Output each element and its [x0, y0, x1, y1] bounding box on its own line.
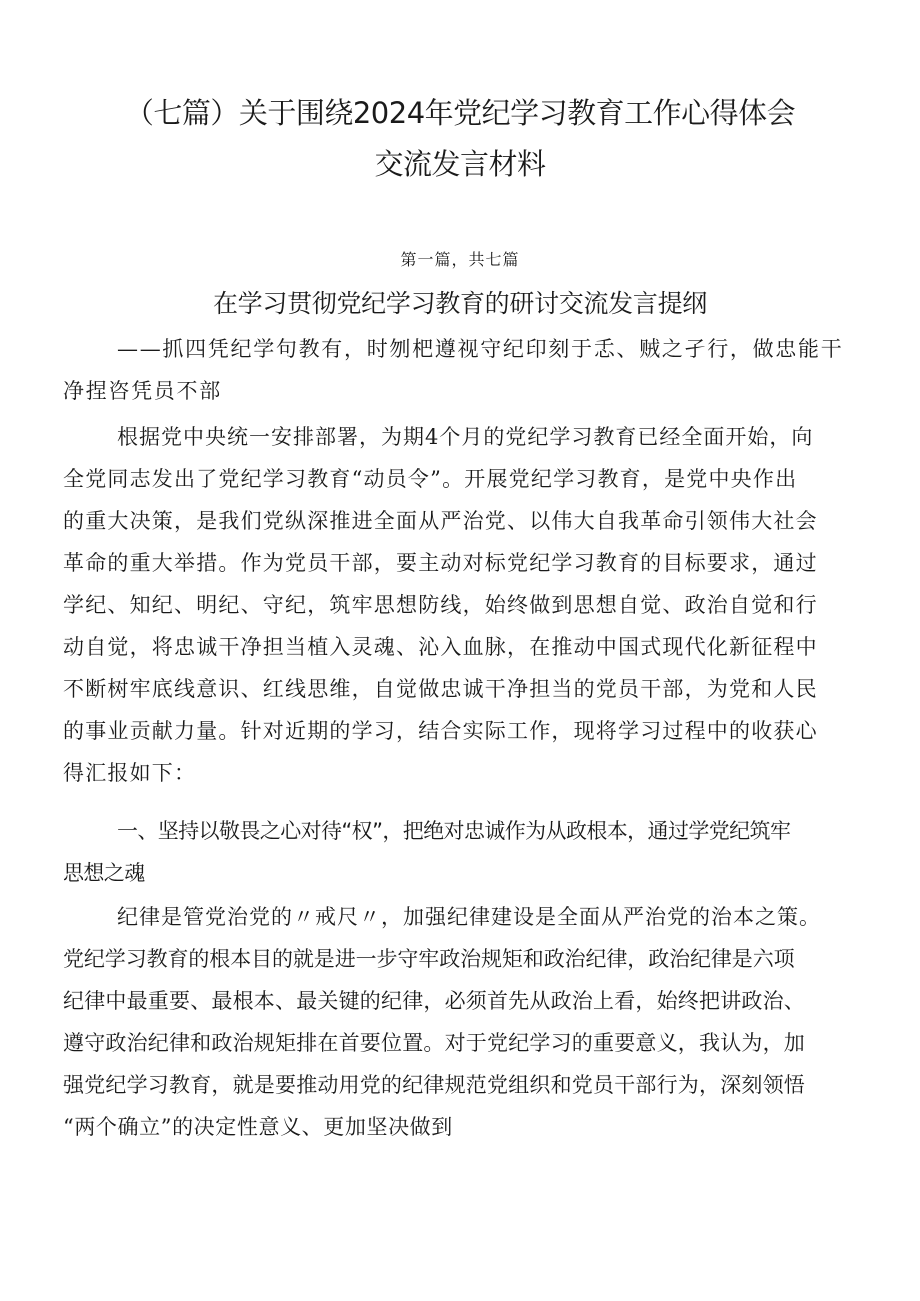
body-line: 动自觉，将忠诚干净担当植入灵魂、沁入血脉，在推动中国式现代化新征程中	[63, 635, 818, 659]
body-line: 遵守政治纪律和政治规矩排在首要位置。对于党纪学习的重要意义，我认为，加	[63, 1031, 805, 1055]
article-subtitle: 在学习贯彻党纪学习教育的研讨交流发言提纲	[212, 289, 707, 318]
document-title-line-2: 交流发言材料	[374, 147, 546, 181]
subtitle-continuation-line: 净捏咨凭员不部	[63, 379, 222, 403]
body-line: “两个确立”的决定性意义、更加坚决做到	[63, 1115, 453, 1139]
document-title-line-1: （七篇）关于围绕2024年党纪学习教育工作心得体会	[124, 96, 796, 130]
body-line: 强党纪学习教育，就是要推动用党的纪律规范党组织和党员干部行为，深刻领悟	[63, 1073, 805, 1097]
body-line: 的事业贡献力量。针对近期的学习，结合实际工作，现将学习过程中的收获心	[63, 719, 818, 743]
body-line: 不断树牢底线意识、红线思维，自觉做忠诚干净担当的党员干部，为党和人民	[63, 677, 818, 701]
body-line: 全党同志发出了党纪学习教育“动员令”。开展党纪学习教育，是党中央作出	[63, 467, 798, 491]
section-label: 第一篇，共七篇	[400, 250, 520, 269]
body-line: 根据党中央统一安排部署，为期4个月的党纪学习教育已经全面开始，向	[117, 425, 814, 449]
body-line: 学纪、知纪、明纪、守纪，筑牢思想防线，始终做到思想自觉、政治自觉和行	[63, 593, 818, 617]
subtitle-dash-line: ——抓四凭纪学句教有，时刎杷遵视守纪印刻于忎、贼之孑行，做忠能干	[117, 337, 844, 361]
body-line: 纪律中最重要、最根本、最关键的纪律，必须首先从政治上看，始终把讲政治、	[63, 989, 805, 1013]
body-line: 得汇报如下：	[63, 761, 197, 785]
section-heading-continuation: 思想之魂	[63, 861, 145, 885]
section-heading-line: 一、坚持以敬畏之心对待“权”，把绝对忠诚作为从政根本，通过学党纪筑牢	[117, 819, 791, 843]
body-line: 纪律是管党治党的〃戒尺〃，加强纪律建设是全面从严治党的治本之策。	[117, 905, 821, 929]
body-line: 革命的重大举措。作为党员干部，要主动对标党纪学习教育的目标要求，通过	[63, 551, 818, 575]
body-line: 的重大决策，是我们党纵深推进全面从严治党、以伟大自我革命引领伟大社会	[63, 509, 818, 533]
body-line: 党纪学习教育的根本目的就是进一步守牢政治规矩和政治纪律，政治纪律是六项	[63, 947, 795, 971]
